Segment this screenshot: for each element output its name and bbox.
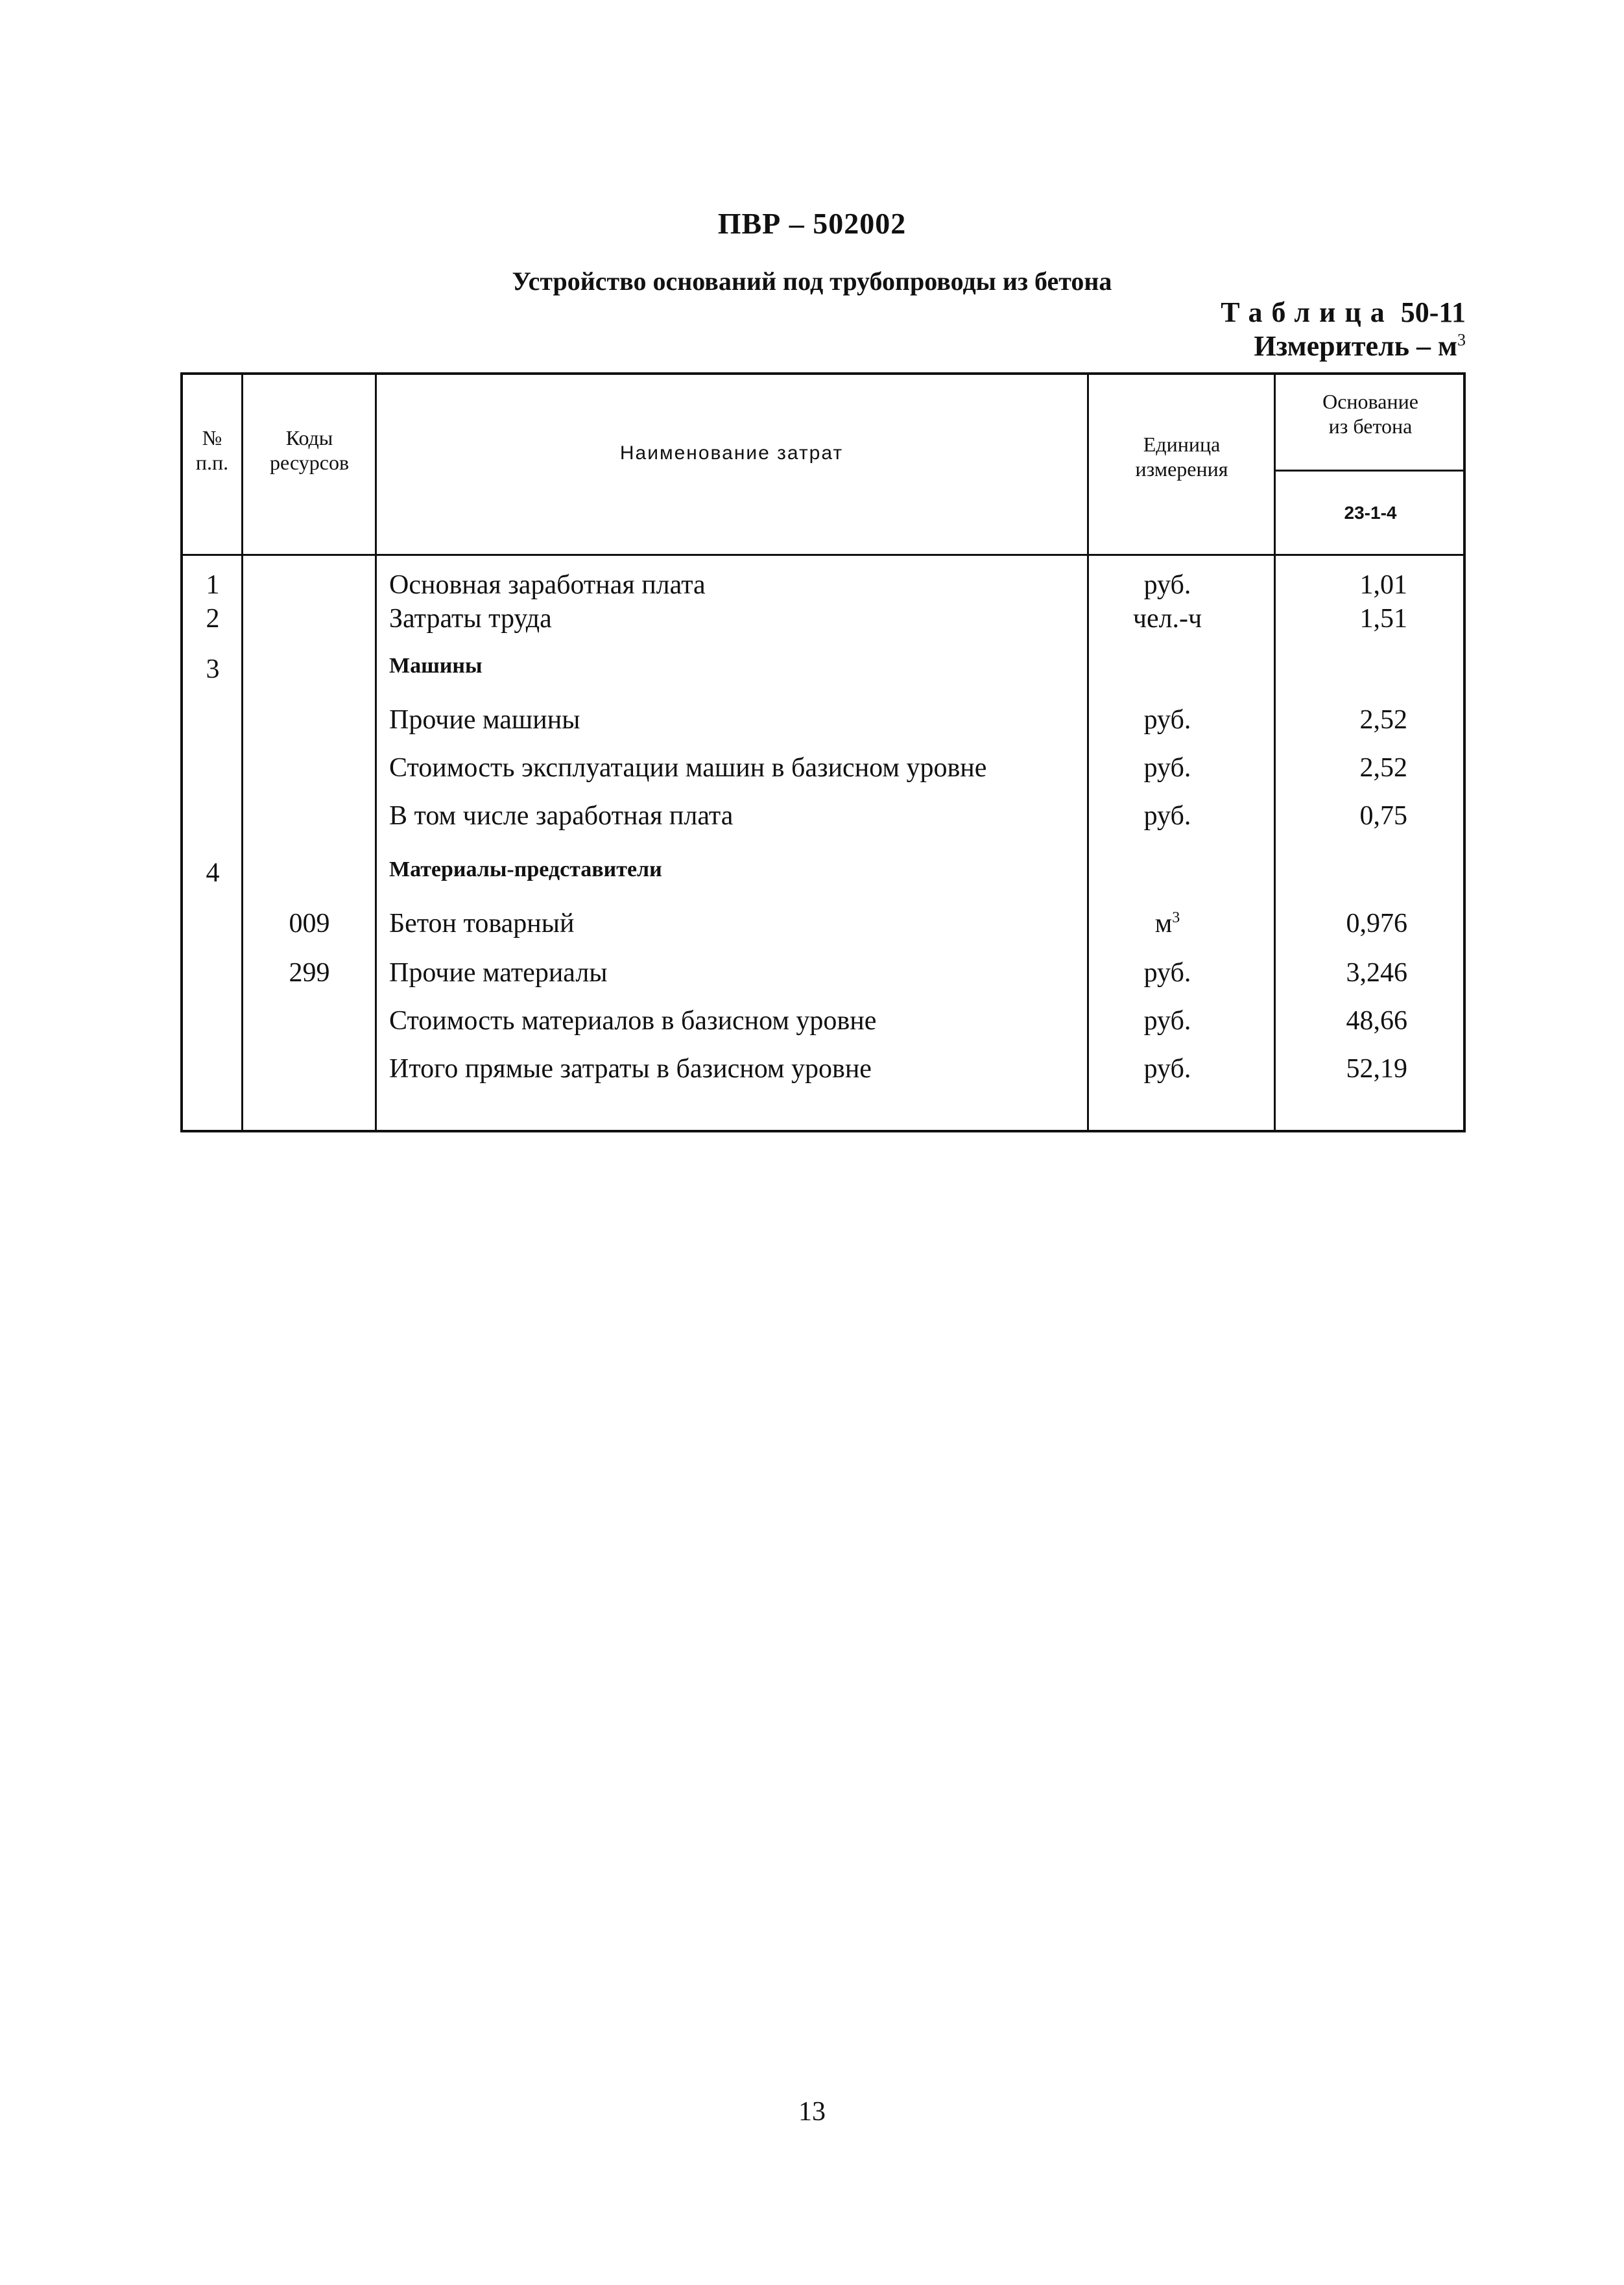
row-name: Бетон товарный (389, 909, 575, 939)
table-row (183, 1053, 1463, 1090)
row-value: 3,246 (1346, 958, 1407, 988)
table-row (183, 603, 1463, 640)
row-unit: руб. (1143, 570, 1191, 600)
row-unit: руб. (1143, 753, 1191, 783)
row-value: 0,75 (1359, 801, 1407, 831)
row-name: Стоимость материалов в базисном уровне (389, 1006, 877, 1036)
row-value: 2,52 (1359, 705, 1407, 735)
header-num (183, 425, 241, 475)
table-row (183, 857, 1463, 894)
header-sub-divider (1274, 470, 1463, 472)
header-unit (1088, 432, 1275, 481)
row-unit: руб. (1143, 1054, 1191, 1084)
measure-label (1254, 329, 1466, 363)
row-code: 009 (289, 909, 330, 939)
row-unit-text: м (1154, 909, 1173, 939)
cost-table (180, 372, 1466, 1132)
row-name: Прочие машины (389, 705, 580, 735)
row-value: 48,66 (1346, 1006, 1407, 1036)
table-word: Таблица (1221, 296, 1394, 328)
header-unit-line2: измерения (1135, 457, 1228, 481)
header-value-group (1275, 389, 1466, 438)
row-unit: руб. (1143, 958, 1191, 988)
row-unit: чел.-ч (1132, 604, 1202, 634)
header-num-line2: п.п. (195, 451, 229, 474)
row-name: Стоимость эксплуатации машин в базисном уровне (389, 753, 987, 783)
row-value: 0,976 (1346, 909, 1407, 939)
row-name: В том числе заработная плата (389, 801, 734, 831)
measure-sup: 3 (1457, 330, 1466, 350)
header-value-code: 23-1-4 (1344, 503, 1397, 523)
row-name: Материалы-представители (389, 857, 662, 881)
row-name: Итого прямые затраты в базисном уровне (389, 1054, 872, 1084)
row-unit (1074, 908, 1261, 939)
header-num-line1: № (202, 426, 222, 449)
header-value-line1: Основание (1322, 390, 1418, 413)
row-value: 1,51 (1359, 604, 1407, 634)
table-row (183, 908, 1463, 944)
row-unit: руб. (1143, 1006, 1191, 1036)
row-num: 2 (206, 604, 220, 634)
row-value: 1,01 (1359, 570, 1407, 600)
row-num: 4 (206, 858, 220, 888)
row-unit: руб. (1143, 801, 1191, 831)
table-row (183, 1005, 1463, 1042)
row-name: Машины (389, 654, 483, 678)
table-label (1221, 296, 1466, 329)
table-row (183, 957, 1463, 994)
document-code: ПВР – 502002 (717, 207, 907, 240)
row-unit: руб. (1143, 705, 1191, 735)
row-name: Основная заработная плата (389, 570, 706, 600)
header-codes (243, 425, 376, 475)
measure-text: Измеритель – м (1254, 330, 1457, 362)
section-title: Устройство оснований под трубопроводы из бетона (512, 267, 1112, 296)
row-code: 299 (289, 958, 330, 988)
row-name: Затраты труда (389, 604, 552, 634)
header-value-line2: из бетона (1328, 414, 1413, 438)
row-value: 2,52 (1359, 753, 1407, 783)
table-row (183, 569, 1463, 606)
table-row (183, 654, 1463, 690)
header-divider (183, 554, 1463, 556)
table-row (183, 704, 1463, 741)
header-name: Наименование затрат (619, 442, 844, 464)
row-value: 52,19 (1346, 1054, 1407, 1084)
row-unit-sup: 3 (1172, 909, 1180, 926)
header-codes-line2: ресурсов (269, 451, 350, 474)
row-num: 1 (206, 570, 220, 600)
header-codes-line1: Коды (285, 426, 333, 449)
row-num: 3 (206, 654, 220, 684)
page-number: 13 (798, 2097, 826, 2127)
header-unit-line1: Единица (1143, 433, 1221, 456)
table-row (183, 752, 1463, 789)
table-number: 50-11 (1400, 296, 1466, 328)
table-row (183, 800, 1463, 837)
row-name: Прочие материалы (389, 958, 608, 988)
